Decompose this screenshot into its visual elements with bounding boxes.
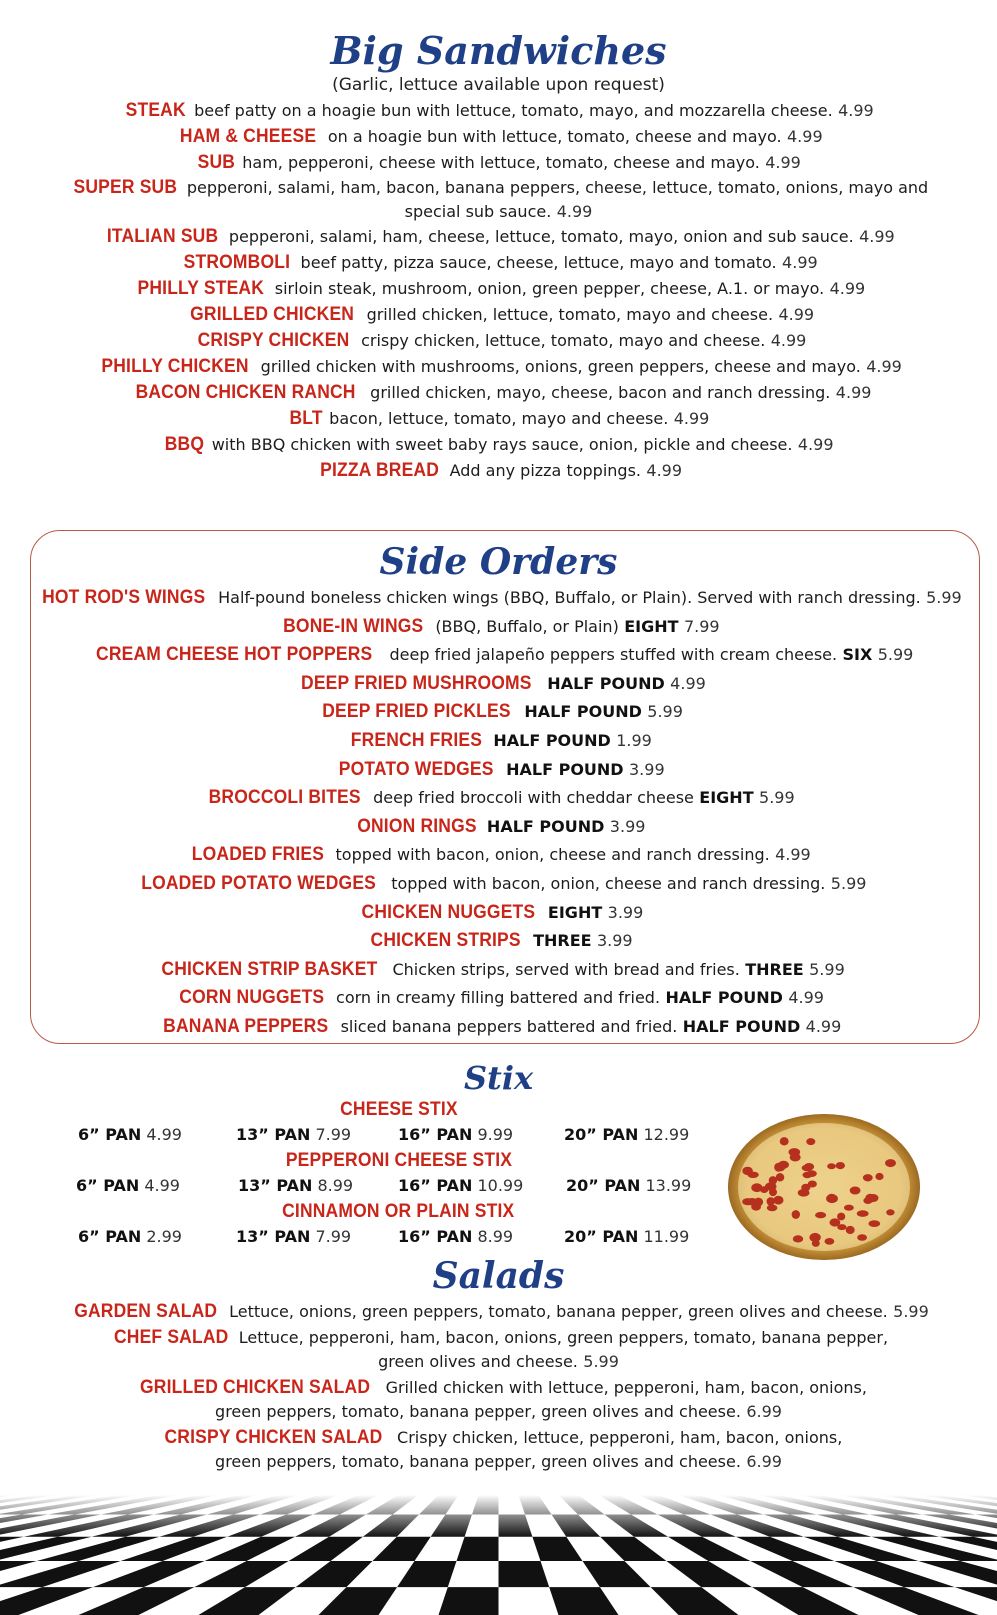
pan-price: 6” PAN 4.99 <box>76 1176 180 1195</box>
item-price: 3.99 <box>609 816 646 836</box>
pan-price: 13” PAN 7.99 <box>236 1125 352 1144</box>
item-qty: THREE <box>533 931 592 951</box>
pepperoni-slice <box>792 1210 800 1219</box>
item-desc: Lettuce, pepperoni, ham, bacon, onions, green peppers, tomato, banana pepper, green olives and cheese. <box>238 1328 889 1371</box>
item-desc: pepperoni, salami, ham, cheese, lettuce, tomato, mayo, onion and sub sauce. <box>228 227 854 246</box>
item-qty: EIGHT <box>547 902 603 922</box>
menu-item <box>0 927 997 956</box>
item-price: 4.99 <box>835 383 872 402</box>
pepperoni-slice <box>825 1238 835 1245</box>
item-price: 3.99 <box>629 759 665 779</box>
menu-item <box>0 1326 997 1374</box>
pepperoni-slice <box>803 1172 813 1178</box>
item-qty: HALF POUND <box>506 759 624 779</box>
item-name: CHEF SALAD <box>113 1327 229 1348</box>
item-qty: HALF POUND <box>665 988 783 1008</box>
item-price: 5.99 <box>647 702 683 722</box>
menu-item <box>0 250 997 276</box>
item-name: SUB <box>197 152 236 173</box>
item-qty: HALF POUND <box>493 730 611 750</box>
pepperoni-slice <box>742 1198 754 1205</box>
pepperoni-slice <box>827 1163 836 1169</box>
item-qty: EIGHT <box>699 788 754 808</box>
item-name: STROMBOLI <box>183 252 291 273</box>
item-desc: ham, pepperoni, cheese with lettuce, tomato, cheese and mayo. <box>242 153 760 172</box>
item-price: 4.99 <box>770 331 807 350</box>
pepperoni-slice <box>844 1205 854 1211</box>
item-name: GARDEN SALAD <box>74 1301 218 1322</box>
item-name: LOADED POTATO WEDGES <box>140 872 376 894</box>
pepperoni-slice <box>869 1220 881 1227</box>
menu-item <box>0 613 997 642</box>
pan-price: 13” PAN 8.99 <box>238 1176 354 1195</box>
item-desc: corn in creamy filling battered and fried. <box>336 988 661 1008</box>
section-title: Big Sandwiches <box>330 28 667 73</box>
item-desc: topped with bacon, onion, cheese and ranch dressing. <box>335 845 770 865</box>
item-price: 4.99 <box>646 461 683 480</box>
item-price: 3.99 <box>607 902 644 922</box>
menu-item <box>0 1376 997 1424</box>
menu-item <box>0 1426 997 1474</box>
item-name: CINNAMON OR PLAIN STIX <box>282 1201 515 1222</box>
item-desc: deep fried broccoli with cheddar cheese <box>373 788 694 808</box>
item-desc: sirloin steak, mushroom, onion, green pepper, cheese, A.1. or mayo. <box>274 279 825 298</box>
item-price: 4.99 <box>859 227 895 246</box>
item-name: CRISPY CHICKEN SALAD <box>164 1427 383 1448</box>
pepperoni-slice <box>774 1163 782 1172</box>
item-price: 1.99 <box>616 730 652 750</box>
pepperoni-slice <box>798 1189 810 1197</box>
pepperoni-slice <box>806 1138 815 1145</box>
section-subtitle: (Garlic, lettuce available upon request) <box>332 75 665 95</box>
item-desc: beef patty on a hoagie bun with lettuce, tomato, mayo, and mozzarella cheese. <box>194 101 833 120</box>
item-desc: Add any pizza toppings. <box>449 461 641 480</box>
pepperoni-slice <box>765 1182 777 1190</box>
item-price: 4.99 <box>782 253 818 272</box>
big-sandwiches-section <box>0 28 997 484</box>
item-name: PHILLY STEAK <box>137 278 264 299</box>
item-qty: HALF POUND <box>486 816 605 836</box>
item-name: HOT ROD'S WINGS <box>42 587 206 608</box>
item-desc: crispy chicken, lettuce, tomato, mayo and cheese. <box>361 331 766 350</box>
section-title: Stix <box>463 1059 534 1097</box>
item-name: CHEESE STIX <box>339 1099 458 1120</box>
menu-item <box>0 899 997 928</box>
item-price: 4.99 <box>787 127 823 146</box>
menu-item <box>0 302 997 328</box>
menu-item <box>0 756 997 785</box>
pepperoni-slice <box>836 1162 845 1169</box>
menu-item <box>0 1300 997 1324</box>
pepperoni-slice <box>865 1194 875 1203</box>
menu-item <box>0 698 997 727</box>
item-price: 7.99 <box>683 616 720 636</box>
item-name: GRILLED CHICKEN <box>190 304 355 325</box>
item-price: 5.99 <box>583 1352 619 1371</box>
menu-item <box>0 813 997 842</box>
side-orders-list <box>0 584 997 1042</box>
pan-price: 13” PAN 7.99 <box>236 1227 352 1246</box>
item-price: 5.99 <box>809 959 845 979</box>
pepperoni-slice <box>846 1226 855 1234</box>
item-name: POTATO WEDGES <box>339 758 494 780</box>
pepperoni-slice <box>780 1137 789 1145</box>
item-name: GRILLED CHICKEN SALAD <box>140 1377 371 1398</box>
menu-item <box>0 984 997 1013</box>
item-desc: Chicken strips, served with bread and fries. <box>392 959 740 979</box>
checkered-floor-image <box>0 1495 997 1615</box>
item-name: CRISPY CHICKEN <box>197 330 350 351</box>
item-price: 4.99 <box>556 202 593 221</box>
item-price: 4.99 <box>673 409 710 428</box>
item-name: DEEP FRIED PICKLES <box>322 701 511 723</box>
item-name: BANANA PEPPERS <box>162 1015 328 1037</box>
pepperoni-slice <box>837 1224 846 1230</box>
pan-price: 6” PAN 2.99 <box>78 1227 182 1246</box>
salads-section <box>0 1254 997 1476</box>
item-name: ONION RINGS <box>356 815 477 837</box>
item-name: LOADED FRIES <box>192 844 325 866</box>
item-name: DEEP FRIED MUSHROOMS <box>301 672 532 694</box>
item-name: SUPER SUB <box>73 177 177 198</box>
item-name: BONE-IN WINGS <box>283 615 424 637</box>
pepperoni-slice <box>773 1196 783 1205</box>
item-name: STEAK <box>125 100 187 121</box>
pepperoni-slice <box>802 1165 813 1172</box>
pepperoni-slice <box>793 1235 803 1242</box>
menu-item <box>0 98 997 124</box>
menu-item <box>0 354 997 380</box>
pizza-image <box>726 1112 922 1262</box>
item-name: CREAM CHEESE HOT POPPERS <box>95 644 373 666</box>
item-price: 5.99 <box>830 873 867 893</box>
item-desc: Half-pound boneless chicken wings (BBQ, Buffalo, or Plain). Served with ranch dressing. <box>218 588 921 607</box>
menu-item <box>0 380 997 406</box>
item-price: 4.99 <box>670 673 706 693</box>
menu-item <box>0 432 997 458</box>
item-name: PEPPERONI CHEESE STIX <box>285 1150 512 1171</box>
item-price: 6.99 <box>746 1402 782 1421</box>
menu-item <box>0 458 997 484</box>
item-desc: Lettuce, onions, green peppers, tomato, banana pepper, green olives and cheese. <box>229 1302 888 1321</box>
item-desc: sliced banana peppers battered and fried. <box>340 1016 678 1036</box>
pepperoni-slice <box>857 1234 867 1241</box>
item-price: 4.99 <box>797 435 834 454</box>
item-qty: EIGHT <box>624 616 679 636</box>
pan-price: 16” PAN 10.99 <box>398 1176 524 1195</box>
pepperoni-slice <box>812 1240 820 1247</box>
item-price: 5.99 <box>759 788 795 808</box>
pepperoni-slice <box>754 1198 763 1207</box>
menu-item <box>0 176 997 224</box>
item-price: 4.99 <box>778 305 815 324</box>
pepperoni-slice <box>850 1187 861 1195</box>
item-price: 5.99 <box>926 588 962 607</box>
pan-price: 20” PAN 12.99 <box>564 1125 690 1144</box>
item-desc: on a hoagie bun with lettuce, tomato, cheese and mayo. <box>327 127 782 146</box>
pan-price: 20” PAN 13.99 <box>566 1176 692 1195</box>
menu-item <box>0 670 997 699</box>
item-price: 4.99 <box>805 1016 842 1036</box>
menu-item <box>0 406 997 432</box>
menu-item <box>0 784 997 813</box>
item-price: 5.99 <box>893 1302 929 1321</box>
item-qty: HALF POUND <box>547 673 665 693</box>
item-qty: HALF POUND <box>524 702 642 722</box>
menu-item <box>0 328 997 354</box>
item-desc: grilled chicken, lettuce, tomato, mayo and cheese. <box>366 305 774 324</box>
item-name: CHICKEN STRIPS <box>370 930 522 952</box>
pepperoni-slice <box>857 1210 869 1217</box>
pepperoni-slice <box>767 1205 778 1212</box>
item-qty: SIX <box>842 645 873 665</box>
pepperoni-slice <box>863 1174 873 1181</box>
item-name: BBQ <box>165 434 205 455</box>
item-name: CHICKEN NUGGETS <box>361 901 535 923</box>
item-price: 4.99 <box>829 279 866 298</box>
menu-item <box>0 276 997 302</box>
item-name: BLT <box>289 408 323 429</box>
item-name: CORN NUGGETS <box>179 987 325 1009</box>
menu-item <box>0 956 997 985</box>
item-name: ITALIAN SUB <box>107 226 219 247</box>
item-price: 4.99 <box>866 357 902 376</box>
item-name: FRENCH FRIES <box>350 729 483 751</box>
item-price: 4.99 <box>788 988 824 1008</box>
menu-item <box>0 124 997 150</box>
item-price: 6.99 <box>746 1452 782 1471</box>
item-name: CHICKEN STRIP BASKET <box>161 958 378 980</box>
menu-item <box>0 641 997 670</box>
item-desc: topped with bacon, onion, cheese and ranch dressing. <box>391 873 826 893</box>
item-price: 4.99 <box>838 101 874 120</box>
pepperoni-slice <box>815 1212 826 1218</box>
item-price: 4.99 <box>775 845 811 865</box>
item-desc: beef patty, pizza sauce, cheese, lettuce, mayo and tomato. <box>300 253 777 272</box>
item-desc: Grilled chicken with lettuce, pepperoni, ham, bacon, onions, green peppers, tomato, banana pepper, green olives and cheese. <box>215 1378 867 1421</box>
item-desc: (BBQ, Buffalo, or Plain) <box>435 616 619 636</box>
section-title: Side Orders <box>379 541 618 583</box>
item-desc: deep fried jalapeño peppers stuffed with cream cheese. <box>389 645 838 665</box>
pepperoni-slice <box>837 1213 845 1221</box>
item-price: 4.99 <box>765 153 801 172</box>
menu-item <box>0 727 997 756</box>
pepperoni-slice <box>790 1153 801 1161</box>
item-desc: pepperoni, salami, ham, bacon, banana peppers, cheese, lettuce, tomato, onions, mayo and special sub sauce. <box>186 178 929 221</box>
menu-item <box>0 584 997 613</box>
item-name: PIZZA BREAD <box>320 460 440 481</box>
menu-item <box>0 870 997 899</box>
item-name: BROCCOLI BITES <box>208 787 362 809</box>
pan-price: 6” PAN 4.99 <box>78 1125 182 1144</box>
item-name: BACON CHICKEN RANCH <box>135 382 356 403</box>
item-desc: Crispy chicken, lettuce, pepperoni, ham, bacon, onions, green peppers, tomato, banana pepper, green olives and cheese. <box>215 1428 843 1471</box>
item-name: HAM & CHEESE <box>180 126 317 147</box>
item-price: 3.99 <box>596 931 633 951</box>
pepperoni-slice <box>827 1194 835 1200</box>
pan-price: 16” PAN 8.99 <box>398 1227 514 1246</box>
pepperoni-slice <box>875 1173 883 1180</box>
item-name: PHILLY CHICKEN <box>101 356 249 377</box>
pepperoni-slice <box>886 1209 894 1215</box>
pepperoni-slice <box>751 1183 762 1192</box>
item-qty: THREE <box>745 959 804 979</box>
item-price: 5.99 <box>877 645 914 665</box>
sandwich-list <box>0 98 997 484</box>
pepperoni-slice <box>885 1159 896 1167</box>
menu-item <box>0 841 997 870</box>
item-desc: with BBQ chicken with sweet baby rays sauce, onion, pickle and cheese. <box>211 435 793 454</box>
item-desc: grilled chicken with mushrooms, onions, green peppers, cheese and mayo. <box>260 357 861 376</box>
item-desc: grilled chicken, mayo, cheese, bacon and ranch dressing. <box>370 383 831 402</box>
item-qty: HALF POUND <box>682 1016 801 1036</box>
menu-item <box>0 224 997 250</box>
item-desc: bacon, lettuce, tomato, mayo and cheese. <box>329 409 669 428</box>
menu-item <box>0 150 997 176</box>
pepperoni-slice <box>742 1167 753 1175</box>
pan-price: 20” PAN 11.99 <box>564 1227 690 1246</box>
pan-price: 16” PAN 9.99 <box>398 1125 514 1144</box>
side-orders-section <box>0 540 997 1042</box>
menu-item <box>0 1013 997 1042</box>
section-title: Salads <box>432 1255 565 1297</box>
